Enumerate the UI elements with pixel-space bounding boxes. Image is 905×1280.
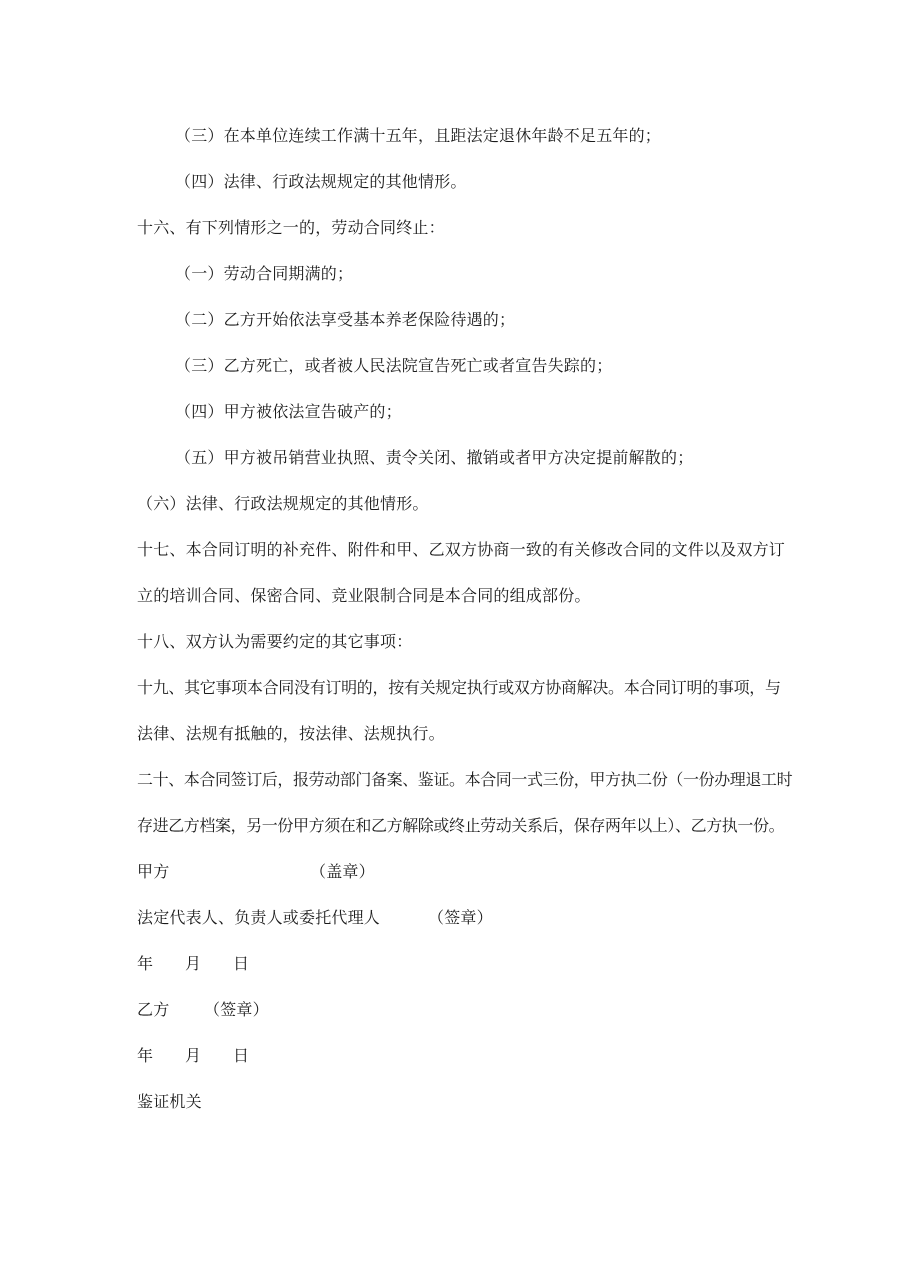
clause20-line-2: 存进乙方档案，另一份甲方须在和乙方解除或终止劳动关系后，保存两年以上）、乙方执一份。 [137, 816, 785, 835]
date-day-label: 日 [233, 1046, 250, 1065]
representative-label: 法定代表人、负责人或委托代理人 [137, 908, 381, 927]
date-month-label: 月 [185, 954, 202, 973]
party-a-seal-label: （盖章） [310, 862, 375, 881]
clause16-item-3: （三）乙方死亡，或者被人民法院宣告死亡或者宣告失踪的； [175, 356, 613, 375]
clause16-item-2: （二）乙方开始依法享受基本养老保险待遇的； [175, 310, 516, 329]
clause19-line-1: 十九、其它事项本合同没有订明的，按有关规定执行或双方协商解决。本合同订明的事项，与 [137, 678, 781, 697]
clause20-line-1: 二十、本合同签订后，报劳动部门备案、鉴证。本合同一式三份，甲方执二份（一份办理退工时 [137, 770, 793, 789]
representative-sign-label: （签章） [428, 908, 493, 927]
clause18-line-1: 十八、双方认为需要约定的其它事项： [137, 632, 413, 651]
party-a-label: 甲方 [137, 862, 170, 881]
party-b-sign-label: （签章） [204, 1000, 269, 1019]
party-b-label: 乙方 [137, 1000, 170, 1019]
authentication-authority-label: 鉴证机关 [137, 1092, 202, 1111]
clause16-item-1: （一）劳动合同期满的； [175, 264, 354, 283]
clause15-item-3: （三）在本单位连续工作满十五年，且距法定退休年龄不足五年的； [175, 126, 662, 145]
date-year-label: 年 [137, 1046, 154, 1065]
clause16-item-4: （四）甲方被依法宣告破产的； [175, 402, 402, 421]
clause17-line-2: 立的培训合同、保密合同、竞业限制合同是本合同的组成部份。 [137, 586, 591, 605]
clause16-item-6: （六）法律、行政法规规定的其他情形。 [137, 494, 429, 513]
clause17-line-1: 十七、本合同订明的补充件、附件和甲、乙双方协商一致的有关修改合同的文件以及双方订 [137, 540, 786, 559]
date-day-label: 日 [233, 954, 250, 973]
date-year-label: 年 [137, 954, 154, 973]
clause15-item-4: （四）法律、行政法规规定的其他情形。 [175, 172, 467, 191]
clause16-heading: 十六、有下列情形之一的，劳动合同终止： [137, 218, 445, 237]
date-month-label: 月 [185, 1046, 202, 1065]
clause19-line-2: 法律、法规有抵触的，按法律、法规执行。 [137, 724, 445, 743]
clause16-item-5: （五）甲方被吊销营业执照、责令关闭、撤销或者甲方决定提前解散的； [175, 448, 694, 467]
